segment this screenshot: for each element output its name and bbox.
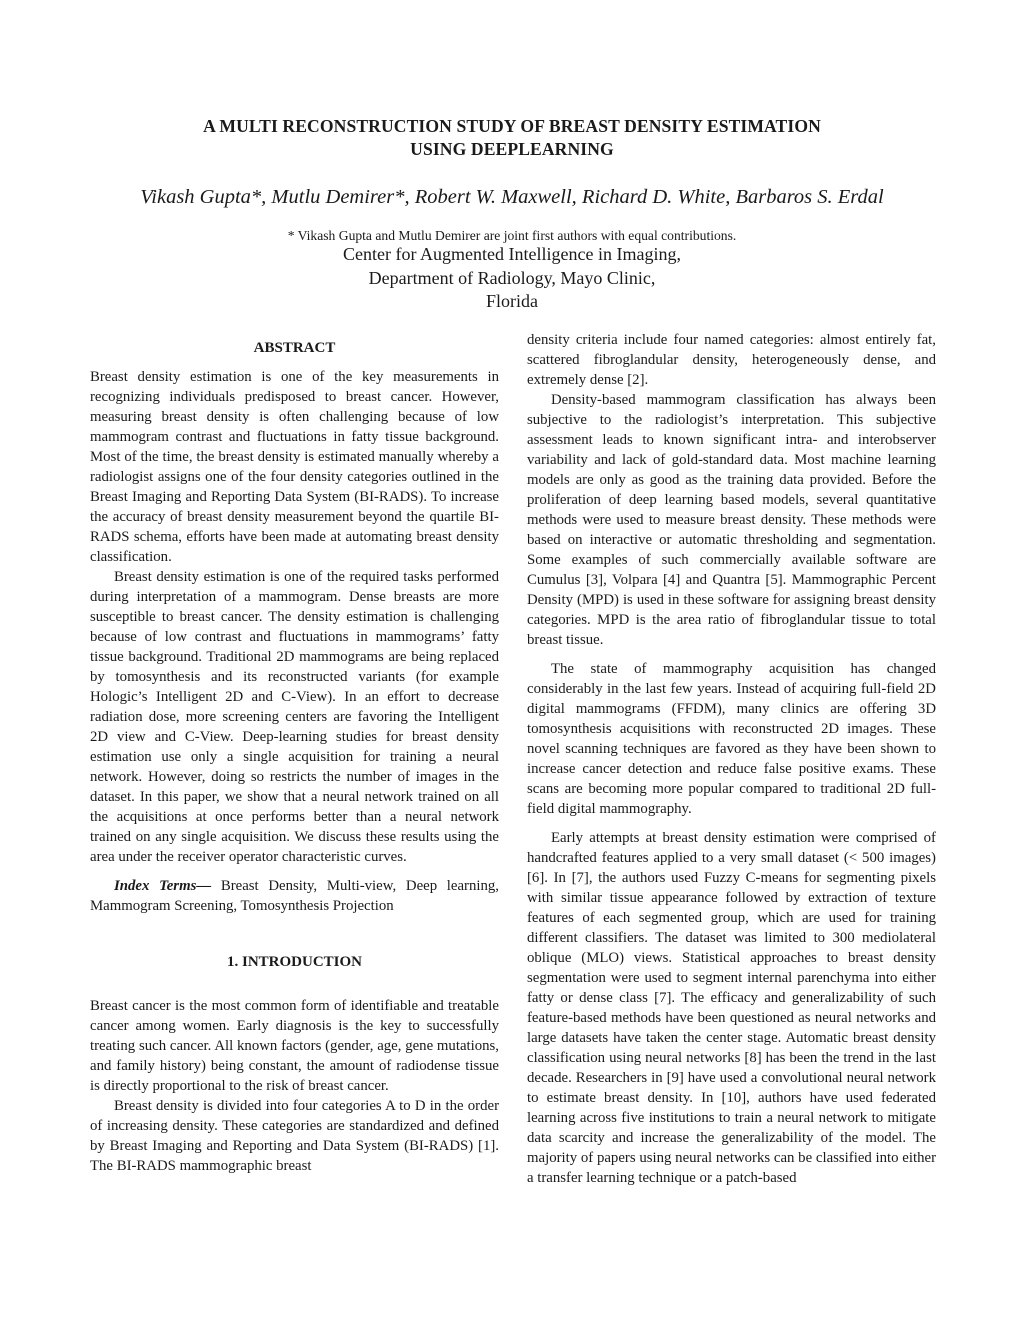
intro-paragraph-2-continued: density criteria include four named categories: almost entirely fat, scattered fibroglandular density, heterogeneously dense, and extremely dense [2]. xyxy=(527,332,936,388)
title-line-2: USING DEEPLEARNING xyxy=(410,139,614,159)
abstract-heading: ABSTRACT xyxy=(253,340,336,356)
index-terms-label: Index Terms— xyxy=(114,878,212,894)
intro-paragraph-3: Density-based mammogram classification has always been subjective to the radiologist’s interpretation. This subjective assessment leads to known significant intra- and interobserver variability and lack of gold-standard data. Most machine learning models are only as good as the training data provided. Before the proliferation of deep learning based models, several quantitative methods were used to measure breast density. These methods were based on interactive or automatic thresholding and segmentation. Some examples of such commercially available software are Cumulus [3], Volpara [4] and Quantra [5]. Mammographic Percent Density (MPD) is used in these software for assigning breast density categories. MPD is the area ratio of fibroglandular tissue to total breast tissue. xyxy=(527,392,936,648)
intro-paragraph-4: The state of mammography acquisition has changed considerably in the last few years. Instead of acquiring full-field 2D digital mammograms (FFDM), many clinics are offering 3D tomosynthesis acquisitions with reconstructed 2D images. These novel scanning techniques are favored as they have been shown to increase cancer detection and reduce false positive exams. These scans are becoming more popular compared to traditional 2D full-field digital mammography. xyxy=(527,661,936,817)
paper-title xyxy=(110,115,914,161)
intro-paragraph-2: Breast density is divided into four categories A to D in the order of increasing density. These categories are standardized and defined by Breast Imaging and Reporting and Data System (BI-RADS) [1]. The BI-RADS mammographic breast xyxy=(90,1098,499,1174)
title-line-1: A MULTI RECONSTRUCTION STUDY OF BREAST DENSITY ESTIMATION xyxy=(203,116,821,136)
abstract-paragraph-2: Breast density estimation is one of the required tasks performed during interpretation of a mammogram. Dense breasts are more susceptible to breast cancer. The density estimation is challenging because of low contrast and fluctuations in mammograms’ fatty tissue background. Traditional 2D mammograms are being replaced by tomosynthesis and its reconstructed variants (for example Hologic’s Intelligent 2D and C-View). In an effort to decrease radiation dose, more screening centers are favoring the Intelligent 2D view and C-View. Deep-learning studies for breast density estimation use only a single acquisition for training a neural network. However, doing so restricts the number of images in the dataset. In this paper, we show that a neural network trained on all the acquisitions at once performs better than a neural network trained on any single acquisition. We discuss these results using the area under the receiver operator characteristic curves. xyxy=(90,569,499,865)
index-terms-text: Breast Density, Multi-view, Deep learning, Mammogram Screening, Tomosynthesis Projection xyxy=(90,878,499,914)
index-terms xyxy=(90,876,499,916)
affiliation-line-2: Department of Radiology, Mayo Clinic, xyxy=(368,267,656,288)
author-list: Vikash Gupta*, Mutlu Demirer*, Robert W. Maxwell, Richard D. White, Barbaros S. Erdal xyxy=(140,186,884,208)
affiliation-line-3: Florida xyxy=(486,291,538,311)
affiliation-line-1: Center for Augmented Intelligence in Imaging, xyxy=(343,244,681,264)
abstract-paragraph-1: Breast density estimation is one of the key measurements in recognizing individuals predisposed to breast cancer. However, measuring breast density is often challenging because of low mammogram contrast and fluctuations in fatty tissue background. Most of the time, the breast density is estimated manually whereby a radiologist assigns one of the four density categories outlined in the Breast Imaging and Reporting Data System (BI-RADS). To increase the accuracy of breast density measurement beyond the quartile BI-RADS schema, efforts have been made at automating breast density classification. xyxy=(90,369,499,565)
affiliation xyxy=(200,243,824,314)
left-column xyxy=(90,338,499,1176)
right-column xyxy=(527,330,936,1188)
intro-paragraph-1: Breast cancer is the most common form of identifiable and treatable cancer among women. Early diagnosis is the key to successfully treating such cancer. All known factors (gender, age, gene mutations, and family history) being constant, the amount of radiodense tissue is directly proportional to the risk of breast cancer. xyxy=(90,998,499,1094)
introduction-heading: 1. INTRODUCTION xyxy=(226,954,362,970)
intro-paragraph-5: Early attempts at breast density estimation were comprised of handcrafted features applied to a very small dataset (< 500 images) [6]. In [7], the authors used Fuzzy C-means for segmenting pixels with similar tissue appearance followed by extraction of texture features of each segmented group, which are used for training different classifiers. The dataset was limited to 300 mediolateral oblique (MLO) views. Statistical approaches to breast density segmentation were used to segment internal parenchyma into either fatty or dense class [7]. The efficacy and generalizability of such feature-based methods have been questioned as neural networks and large datasets have taken the center stage. Automatic breast density classification using neural networks [8] has been the trend in the last decade. Researchers in [9] have used a convolutional neural network to estimate breast density. In [10], authors have used federated learning across five institutions to train a neural network to mitigate data scarcity and increase the generalizability of the model. The majority of papers using neural networks can be classified into either a transfer learning technique or a patch-based xyxy=(527,830,936,1186)
joint-author-note: * Vikash Gupta and Mutlu Demirer are joint first authors with equal contributions. xyxy=(287,228,737,243)
